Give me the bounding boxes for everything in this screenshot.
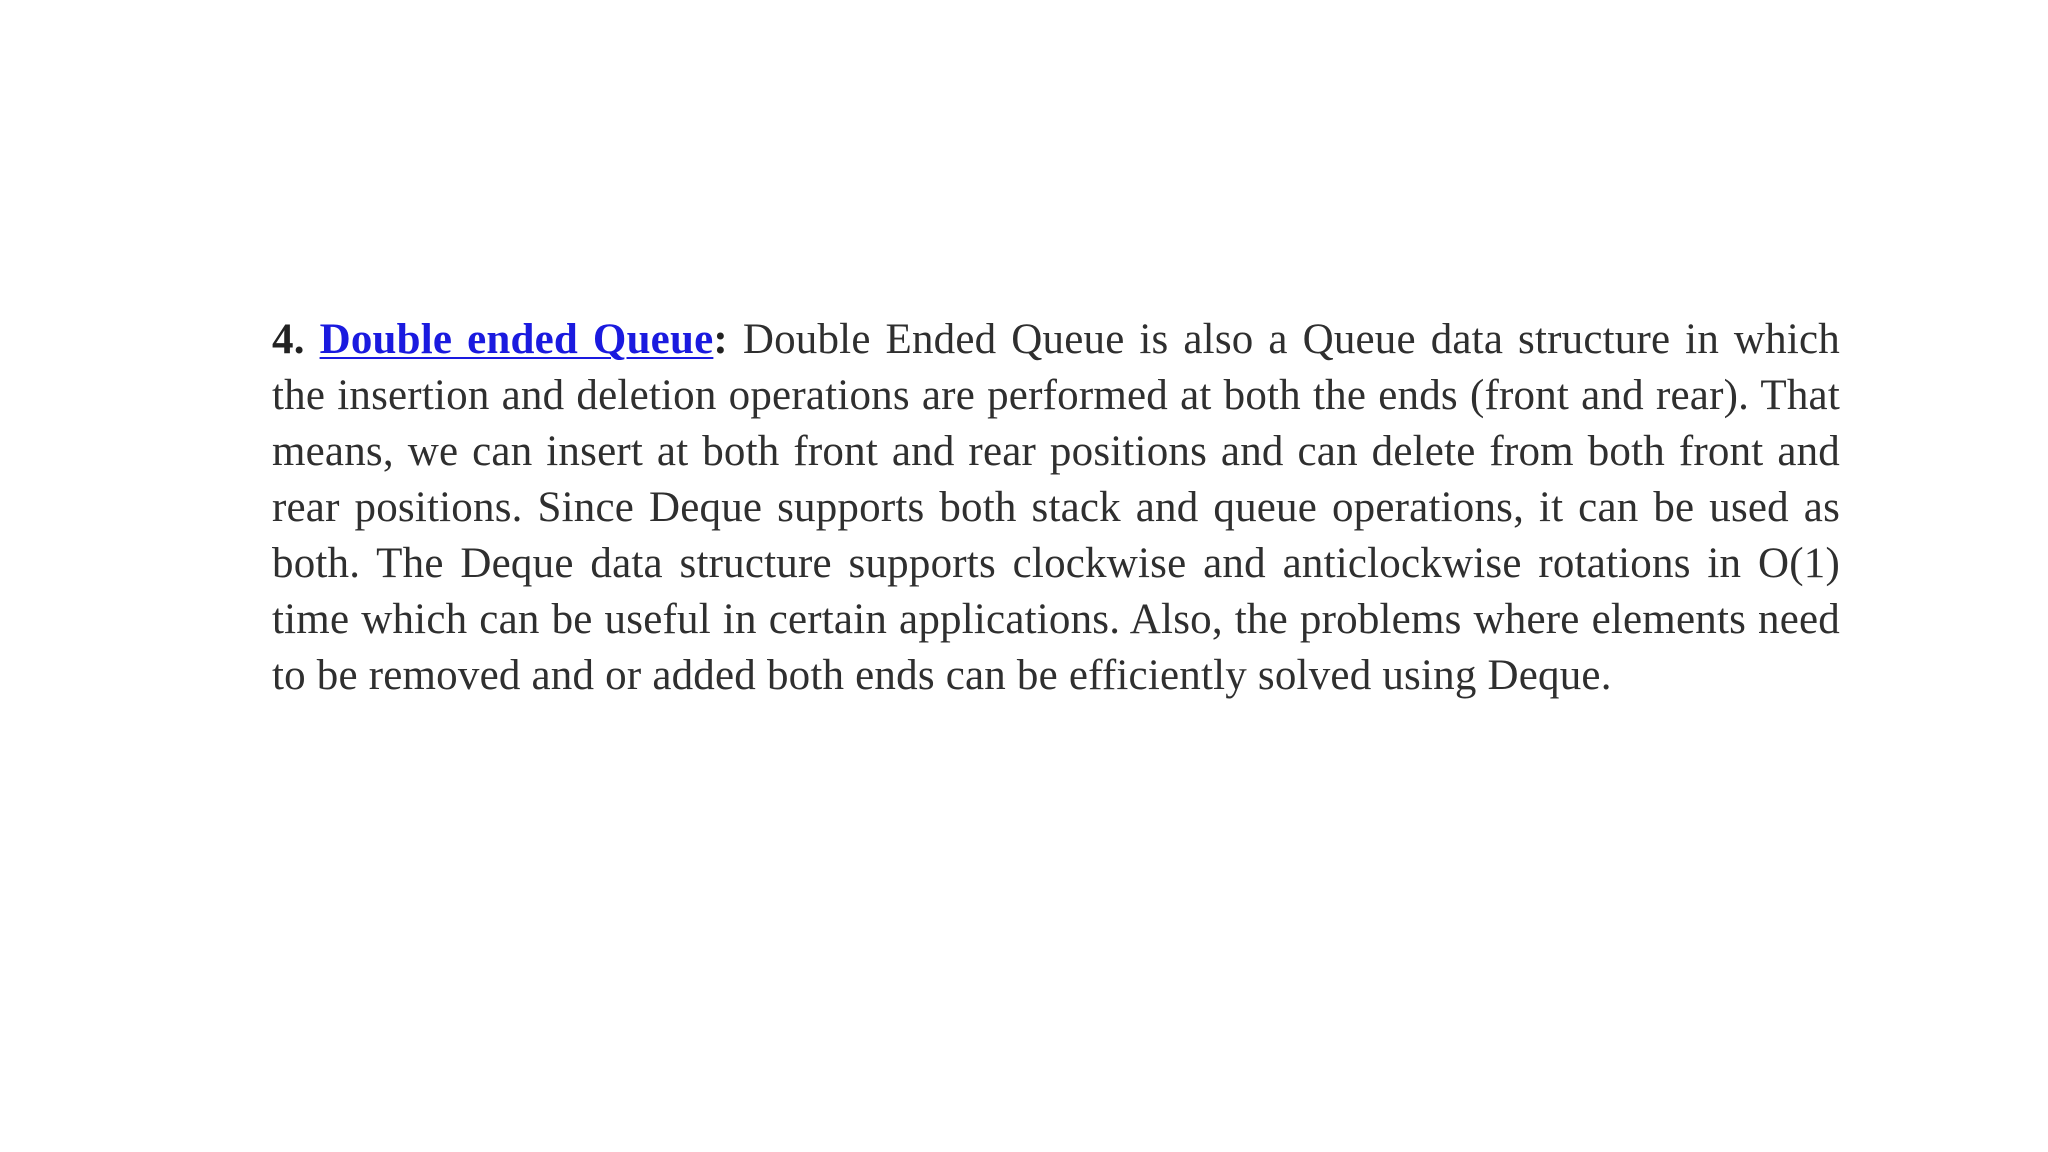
term-colon: : bbox=[713, 316, 728, 363]
double-ended-queue-link[interactable]: Double ended Queue bbox=[319, 316, 714, 363]
item-number: 4. bbox=[272, 316, 305, 363]
definition-body: Double Ended Queue is also a Queue data structure in which the insertion and deletion operations are performed at both the ends (front and rear). That means, we can insert at both front and rear positions and can delete from both front and rear positions. Since Deque supports both stack and queue operations, it can be used as both. The Deque data structure supports clockwise and anticlockwise rotations in O(1) time which can be useful in certain applications. Also, the problems where elements need to be removed and or added both ends can be efficiently solved using Deque. bbox=[272, 316, 1841, 699]
deque-definition-paragraph bbox=[272, 312, 1840, 704]
